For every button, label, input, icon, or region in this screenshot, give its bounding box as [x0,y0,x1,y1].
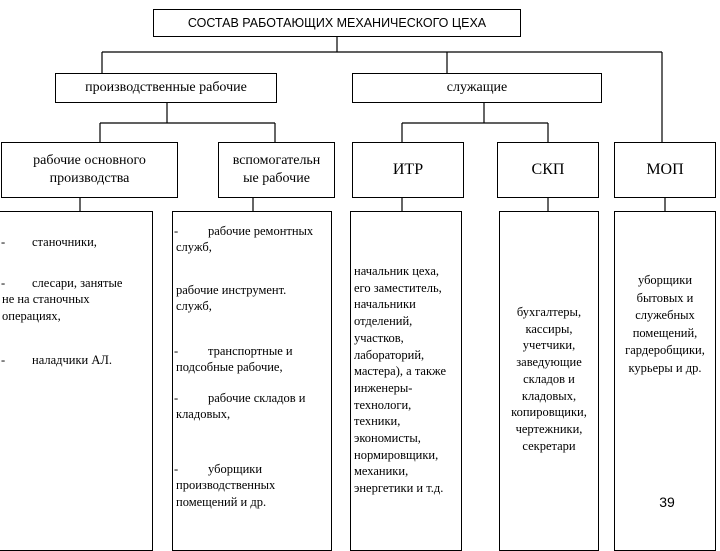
list-item: гардеробщики, [625,343,705,357]
list-item: курьеры и др. [628,360,702,375]
list-item-text: операциях, [2,308,61,323]
skp-list-text [500,304,598,454]
list-item-text: рабочие инструмент. [176,283,287,297]
list-item: бытовых и [636,290,694,305]
list-item: нормировщики, [354,447,439,462]
list-item: копировщики, [511,405,587,420]
list-item [173,461,331,510]
list-item-text: слесари, занятые [32,276,123,290]
category-itr [352,142,464,198]
category-mop-label: МОП [646,160,684,178]
list-item [173,343,331,376]
list-item: учетчики, [522,338,576,353]
list-item: инженеры- [354,380,413,395]
list-item: техники, [354,414,401,429]
category-aux-label-line1: вспомогательн [232,152,321,168]
list-item: мастера), а также [354,364,447,379]
list-item [0,275,152,324]
chart-title-text: СОСТАВ РАБОТАЮЩИХ МЕХАНИЧЕСКОГО ЦЕХА [187,15,487,30]
list-item-text: наладчики АЛ. [32,353,112,367]
list-item: кассиры, [525,321,573,336]
list-item-text: не на станочных [2,292,90,307]
list-item-text: рабочие ремонтных [208,224,314,238]
itr-list [350,211,462,551]
chart-title [153,9,521,37]
list-item: складов и [523,371,575,386]
list-item: бухгалтеры, [516,305,582,319]
category-main-label-line2: производства [49,171,130,186]
list-item-text: помещений и др. [176,494,267,509]
list-item-text: транспортные и [208,344,293,358]
list-item-text: подсобные рабочие, [176,360,283,375]
list-item: уборщики [637,273,693,287]
list-item-text: уборщики [208,462,263,476]
list-item-text: служб, [176,299,212,314]
list-item [173,282,331,315]
list-dash: - [174,344,179,358]
list-dash: - [1,235,6,249]
list-item-text: кладовых, [176,407,231,422]
list-dash: - [174,391,179,405]
list-item [0,234,152,250]
group-employees-label: служащие [446,79,508,95]
list-item: его заместитель, [354,280,442,295]
list-item-text: рабочие складов и [208,391,306,405]
group-employees [352,73,602,103]
group-production-label: производственные рабочие [85,79,247,95]
skp-list [499,211,599,551]
group-production-workers [55,73,277,103]
list-item: чертежники, [515,421,583,436]
list-item [173,390,331,423]
category-skp [497,142,599,198]
list-item: участков, [354,330,404,345]
list-item: лабораторий, [354,347,425,362]
list-dash: - [1,353,6,367]
list-item: заведующие [516,355,582,370]
category-itr-label: ИТР [392,160,424,178]
list-item: энергетики и т.д. [354,481,444,496]
list-item: экономисты, [354,431,421,446]
list-dash: - [1,276,6,290]
list-item: отделений, [354,314,413,329]
category-aux-label-line2: ые рабочие [243,171,310,186]
list-item: помещений, [632,325,698,340]
list-item: технологи, [354,397,412,412]
category-aux-workers [218,142,335,198]
list-item: начальники [354,297,416,312]
list-dash: - [174,224,179,238]
main-workers-list [0,211,153,551]
list-item-text: служб, [176,240,212,255]
list-item [173,223,331,256]
list-item: секретари [522,438,576,453]
mop-list-text [615,272,715,377]
aux-workers-list [172,211,332,551]
category-main-label-line1: рабочие основного [33,152,146,168]
list-item-text: станочники, [32,235,97,249]
itr-list-text [351,263,461,497]
list-item [0,352,152,368]
list-item: механики, [354,464,409,479]
list-item: служебных [635,308,695,322]
page-number: 39 [659,494,675,510]
list-item-text: производственных [176,478,276,493]
category-mop [614,142,716,198]
list-item: начальник цеха, [354,264,440,278]
list-item: кладовых, [521,388,577,403]
list-dash: - [174,462,179,476]
category-skp-label: СКП [531,160,565,178]
category-main-workers [1,142,178,198]
